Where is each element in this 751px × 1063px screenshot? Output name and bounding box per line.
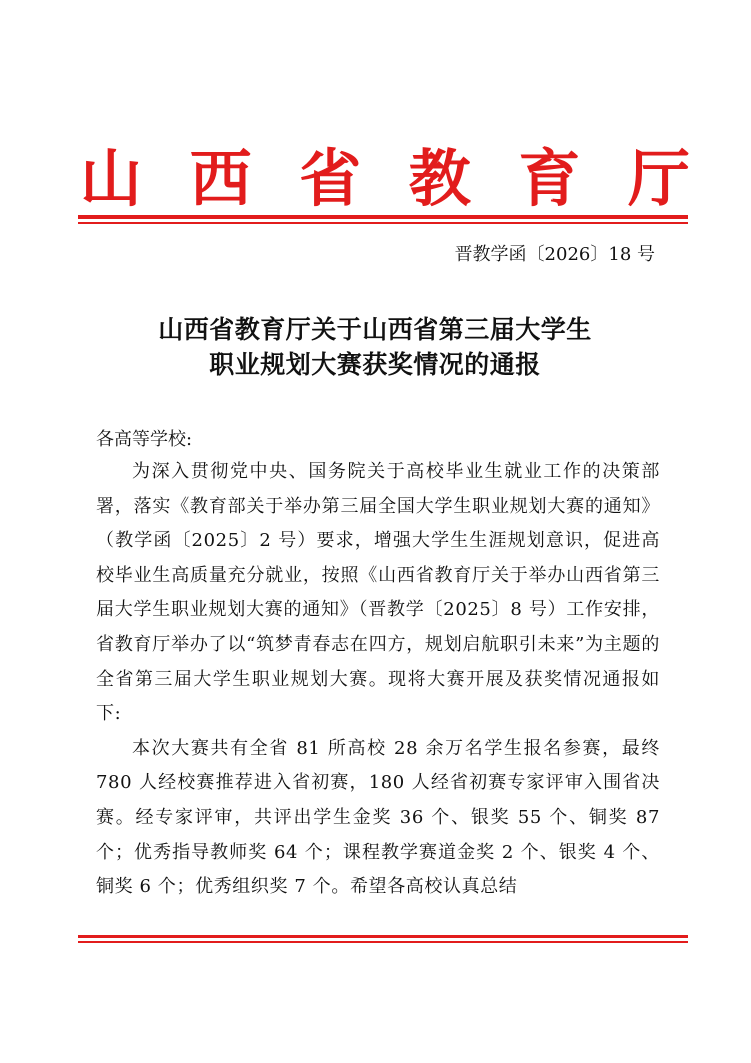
masthead-char: 省 bbox=[299, 142, 362, 215]
body-paragraph: 本次大赛共有全省 81 所高校 28 余万名学生报名参赛，最终 780 人经校赛推荐进入省初赛，180 人经省初赛专家评审入围省决赛。经专家评审，共评出学生金奖 36 个、银奖 55 个、铜奖 87 个；优秀指导教师奖 64 个；课程教学赛道金奖 2 个、银奖 4 个、铜奖 6 个；优秀组织奖 7 个。希望各高校认真总结 bbox=[96, 737, 660, 898]
document-title-line-1: 山西省教育厅关于山西省第三届大学生 bbox=[158, 315, 592, 344]
masthead-char: 山 bbox=[80, 142, 143, 215]
header-divider-thick bbox=[78, 215, 688, 219]
document-number: 晋教学函〔2026〕18 号 bbox=[454, 244, 655, 265]
document-title-line-2: 职业规划大赛获奖情况的通报 bbox=[209, 350, 541, 379]
body-paragraph: 为深入贯彻党中央、国务院关于高校毕业生就业工作的决策部署，落实《教育部关于举办第三届全国大学生职业规划大赛的通知》（教学函〔2025〕2 号）要求，增强大学生生涯规划意识，促进高校毕业生高质量充分就业，按照《山西省教育厅关于举办山西省第三届大学生职业规划大赛的通知》（晋教学〔2025〕8 号）工作安排，省教育厅举办了以“筑梦青春志在四方，规划启航职引未来”为主题的全省第三届大学生职业规划大赛。现将大赛开展及获奖情况通报如下: bbox=[96, 461, 660, 725]
masthead-char: 厅 bbox=[627, 142, 690, 215]
document-body bbox=[96, 455, 660, 905]
footer-divider-thick bbox=[78, 935, 688, 938]
masthead-char: 西 bbox=[189, 142, 252, 215]
masthead-char: 教 bbox=[408, 142, 471, 215]
footer-divider-thin bbox=[78, 941, 688, 943]
masthead-char: 育 bbox=[518, 142, 581, 215]
header-divider-thin bbox=[78, 222, 688, 224]
issuer-masthead bbox=[80, 138, 690, 220]
salutation: 各高等学校: bbox=[96, 429, 193, 450]
